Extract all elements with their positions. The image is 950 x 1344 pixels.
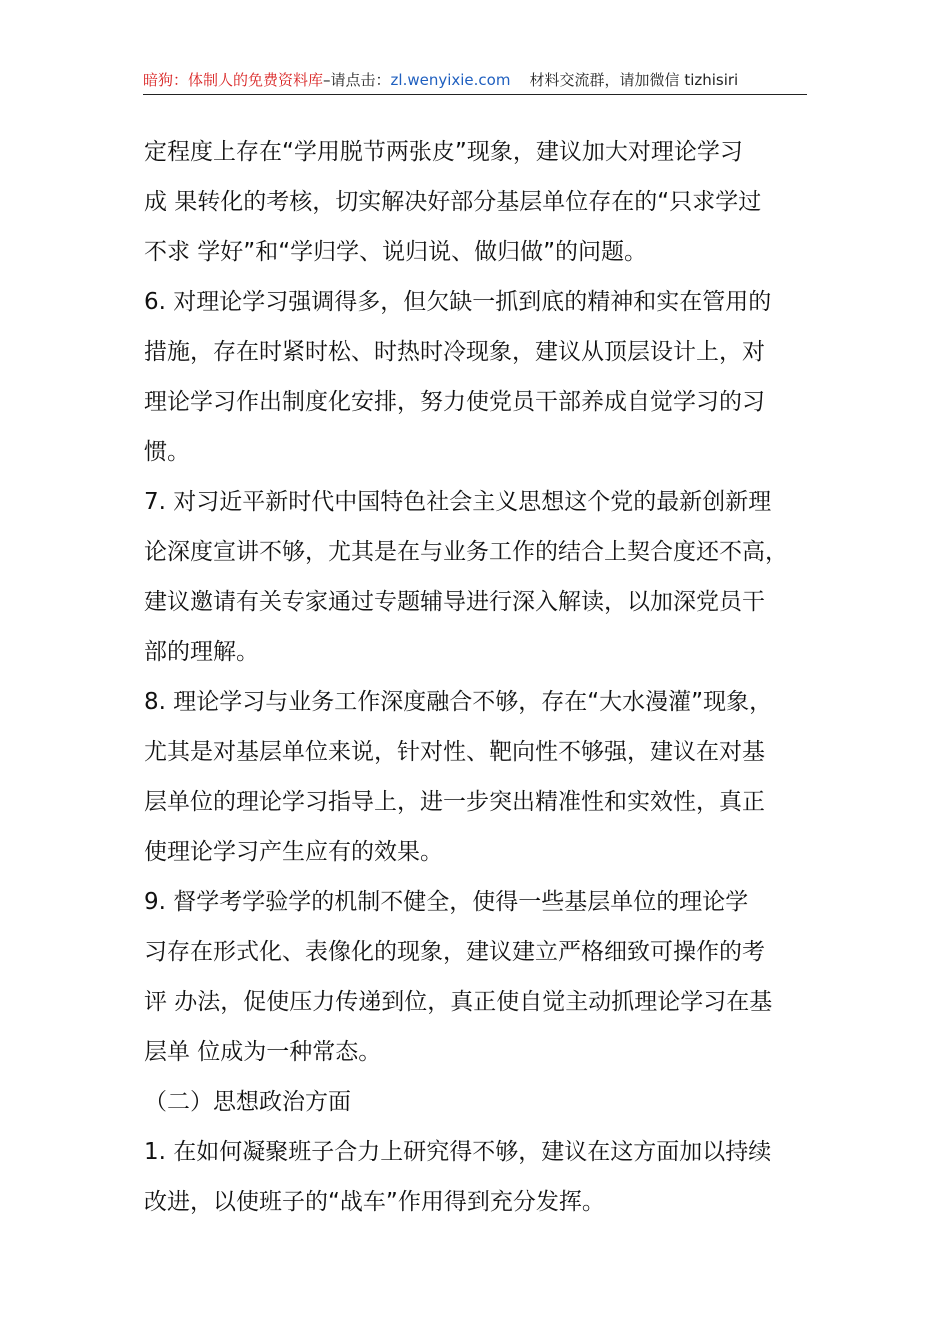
text-line: 改进，以使班子的“战车”作用得到充分发挥。 [144,1189,605,1215]
text-line: 8. 理论学习与业务工作深度融合不够，存在“大水漫灌”现象， [144,689,773,715]
text-line: 1. 在如何凝聚班子合力上研究得不够，建议在这方面加以持续 [144,1139,772,1165]
text-line: 定程度上存在“学用脱节两张皮”现象，建议加大对理论学习 [144,139,743,165]
text-line: 层单 位成为一种常态。 [144,1039,382,1065]
header-site-name: 暗狗：体制人的免费资料库 [143,71,324,89]
document-body [144,127,816,1227]
text-line: 不求 学好”和“学归学、说归说、做归做”的问题。 [144,239,648,265]
text-line: 使理论学习产生应有的效果。 [144,839,443,865]
text-line: 6. 对理论学习强调得多，但欠缺一抓到底的精神和实在管用的 [144,289,772,315]
text-line: 部的理解。 [144,639,259,665]
text-line: 论深度宣讲不够，尤其是在与业务工作的结合上契合度还不高， [144,539,788,565]
text-line: 成 果转化的考核，切实解决好部分基层单位存在的“只求学过 [144,189,762,215]
text-line: 理论学习作出制度化安排，努力使党员干部养成自觉学习的习 [144,389,765,415]
header-wechat-note: 材料交流群，请加微信 tizhisiri [529,71,739,89]
text-line: 层单位的理论学习指导上，进一步突出精准性和实效性，真正 [144,789,765,815]
text-line: 9. 督学考学验学的机制不健全，使得一些基层单位的理论学 [144,889,749,915]
header-link[interactable]: zl.wenyixie.com [390,71,511,89]
text-line: 惯。 [144,439,190,465]
text-line: 评 办法，促使压力传递到位，真正使自觉主动抓理论学习在基 [144,989,773,1015]
text-line: 措施，存在时紧时松、时热时冷现象，建议从顶层设计上，对 [144,339,765,365]
text-line: 习存在形式化、表像化的现象，建议建立严格细致可操作的考 [144,939,765,965]
header-click-prompt: –请点击： [323,71,391,89]
page-header [143,66,807,95]
text-line: 建议邀请有关专家通过专题辅导进行深入解读，以加深党员干 [144,589,765,615]
text-line: 7. 对习近平新时代中国特色社会主义思想这个党的最新创新理 [144,489,772,515]
text-line: 尤其是对基层单位来说，针对性、靶向性不够强，建议在对基 [144,739,765,765]
section-heading: （二）思想政治方面 [144,1089,351,1115]
